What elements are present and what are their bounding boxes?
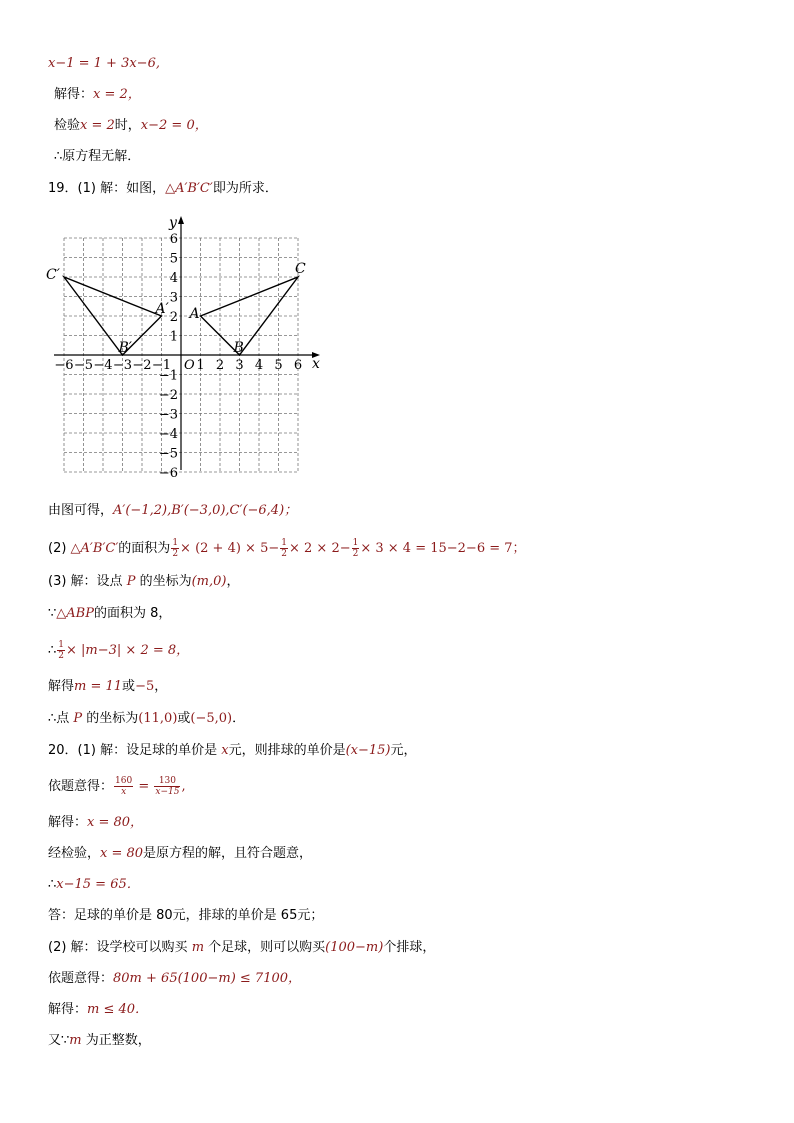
x-tick-label: 6: [293, 358, 303, 373]
q19-read-label: 由图可得，: [48, 503, 114, 518]
price-expr: (x−15): [345, 743, 391, 758]
final-mid: 的坐标为: [82, 711, 139, 726]
q20-check: [48, 845, 312, 863]
half-fraction: $\frac{1}{2}$: [352, 538, 359, 559]
q19-area: [48, 605, 171, 623]
because-sign: ∵: [48, 606, 57, 621]
x-axis-label: x: [312, 356, 320, 372]
calc-expr: x−15 = 65．: [56, 877, 140, 892]
q19-area-mid: 的面积为 8，: [93, 606, 172, 621]
area-expr-2: × 2 × 2−: [288, 541, 351, 556]
sol-value: x = 80，: [87, 815, 144, 830]
sol-value-1: m = 11: [74, 679, 123, 694]
coordinate-graph: [44, 208, 334, 488]
eq-label: 依题意得：: [48, 779, 114, 794]
y-axis-label: y: [169, 215, 177, 231]
half-fraction: $\frac{1}{2}$: [281, 538, 287, 559]
check-label: 经检验，: [48, 846, 101, 861]
x-tick-label: 5: [274, 358, 283, 373]
y-tick-label: −6: [158, 466, 178, 481]
coord-1: (11,0): [138, 711, 178, 726]
area-expr-3: × 3 × 4 = 15−2−6 = 7；: [360, 541, 526, 556]
y-tick-label: 5: [169, 251, 178, 267]
q20-part2-mid: 个足球，则可以购买: [204, 940, 326, 955]
y-tick-label: −2: [158, 388, 178, 403]
q20-calc: [48, 876, 140, 894]
q20-part2: [48, 939, 435, 957]
y-tick-label: 3: [169, 290, 178, 306]
check-value: x = 80: [100, 846, 144, 861]
half-fraction: $\frac{1}{2}$: [58, 640, 65, 661]
q19-part3-tail: ，: [226, 574, 240, 589]
because-sign: 又∵: [48, 1033, 70, 1048]
y-tick-label: 2: [169, 310, 178, 325]
q20-part1: [48, 742, 417, 760]
q19-part2: [48, 538, 526, 559]
x-tick-label: −3: [112, 358, 133, 373]
point-p-coord: (m,0): [191, 574, 227, 589]
fraction-130: $\frac{130}{x-15}$: [155, 776, 180, 797]
check-label: 检验: [54, 118, 81, 133]
equation-line: [48, 55, 160, 73]
solve-value: x = 2，: [93, 87, 141, 102]
final-pre: ∴点: [48, 711, 74, 726]
q19-part2-triangle: △A′B′C′: [70, 541, 119, 556]
coord-2: (−5,0): [190, 711, 233, 726]
x-tick-label: 1: [196, 358, 205, 373]
therefore-sign: ∴: [48, 643, 57, 658]
label-b: B: [233, 340, 244, 356]
q20-part2-label: (2) 解：设学校可以购买: [48, 940, 192, 955]
q19-part1: [48, 180, 278, 198]
x-tick-label: −5: [73, 358, 94, 373]
equation: x−1 = 1 + 3x−6,: [48, 56, 160, 71]
y-tick-label: 6: [169, 232, 178, 247]
last-tail: 为正整数，: [81, 1033, 151, 1048]
half-fraction: $\frac{1}{2}$: [172, 538, 179, 559]
sol-value-2: −5: [135, 679, 155, 694]
q19-part1-tail: 即为所求．: [212, 181, 278, 196]
solve-label: 解得：: [48, 1002, 88, 1017]
fraction-160: $\frac{160}{x}$: [115, 776, 133, 797]
q20-part1-mid: 元，则排球的单价是: [228, 743, 346, 758]
y-tick-label: −3: [158, 407, 178, 423]
y-tick-label: −4: [158, 427, 178, 442]
q19-triangle: △A′B′C′: [165, 181, 213, 196]
y-axis-arrow: [178, 216, 184, 224]
answer-text: 答：足球的单价是 80元，排球的单价是 65元；: [48, 908, 324, 923]
ineq-label: 依题意得：: [48, 971, 114, 986]
count-expr: (100−m): [325, 940, 384, 955]
label-a: A: [189, 306, 200, 322]
label-b-prime: B′: [118, 340, 132, 356]
q20-part2-tail: 个排球，: [383, 940, 436, 955]
var-x: x: [221, 743, 229, 758]
check-line: [54, 117, 208, 135]
x-tick-label: −2: [132, 358, 152, 373]
y-tick-label: −5: [158, 446, 178, 462]
or-word: 或: [177, 711, 191, 726]
q19-part3-label: (3) 解：设点: [48, 574, 127, 589]
var-m: m: [69, 1033, 82, 1048]
point-p: P: [126, 574, 136, 589]
label-a-prime: A′: [155, 301, 169, 317]
x-tick-label: 2: [215, 358, 225, 373]
point-p: P: [73, 711, 83, 726]
q20-solution: [48, 814, 143, 832]
conclusion: ∴原方程无解．: [54, 149, 141, 164]
q20-ineq-solution: [48, 1001, 148, 1019]
solution-line: [54, 86, 141, 104]
ineq-solution: m ≤ 40．: [87, 1002, 149, 1017]
label-c: C: [295, 261, 306, 277]
q19-final: [48, 710, 245, 728]
q20-part1-label: 20．(1) 解：设足球的单价是: [48, 743, 222, 758]
tick-labels: [54, 215, 320, 481]
solve-label: 解得：: [48, 815, 88, 830]
q19-part2-label: (2): [48, 541, 71, 556]
final-tail: ．: [232, 711, 246, 726]
area-expr-1: × (2 + 4) × 5−: [180, 541, 280, 556]
x-tick-label: 3: [235, 358, 244, 373]
check-tail: 是原方程的解，且符合题意，: [143, 846, 313, 861]
q19-part2-mid: 的面积为: [118, 541, 171, 556]
x-tick-label: −6: [54, 358, 74, 373]
x-tick-label: 4: [254, 358, 264, 373]
triangle-abp: △ABP: [56, 606, 94, 621]
q19-solution: [48, 678, 167, 696]
solve-label: 解得：: [54, 87, 94, 102]
sol-tail: ，: [154, 679, 168, 694]
check-x: x = 2: [80, 118, 115, 133]
check-mid: 时，: [114, 118, 141, 133]
q19-points: A′(−1,2),B′(−3,0),C′(−6,4)；: [113, 503, 298, 518]
origin-label: O: [184, 358, 195, 373]
therefore-sign: ∴: [48, 877, 57, 892]
var-m: m: [191, 940, 205, 955]
y-tick-label: −1: [158, 368, 178, 384]
y-tick-label: 1: [169, 329, 178, 345]
x-tick-label: −1: [151, 358, 172, 373]
eq-tail: ,: [181, 779, 186, 794]
q19-part1-label: 19．(1) 解：如图，: [48, 181, 166, 196]
q19-part3-mid: 的坐标为: [135, 574, 192, 589]
q19-equation: [48, 640, 189, 661]
label-c-prime: C′: [46, 267, 60, 283]
equals: =: [134, 779, 154, 794]
x-tick-label: −4: [93, 358, 113, 373]
q20-equation: [48, 776, 186, 797]
q20-part1-tail: 元，: [390, 743, 417, 758]
check-expr: x−2 = 0，: [140, 118, 208, 133]
abs-equation: × |m−3| × 2 = 8，: [66, 643, 190, 658]
q20-inequality: [48, 970, 301, 988]
solve-label: 解得: [48, 679, 75, 694]
q20-last: [48, 1032, 151, 1050]
or-word: 或: [122, 679, 136, 694]
q19-read: [48, 502, 297, 520]
q20-answer: [48, 907, 323, 925]
axes: [54, 216, 320, 470]
q19-part3: [48, 573, 239, 591]
y-tick-label: 4: [169, 271, 178, 286]
inequality: 80m + 65(100−m) ≤ 7100，: [113, 971, 302, 986]
conclusion-line: [54, 148, 140, 166]
